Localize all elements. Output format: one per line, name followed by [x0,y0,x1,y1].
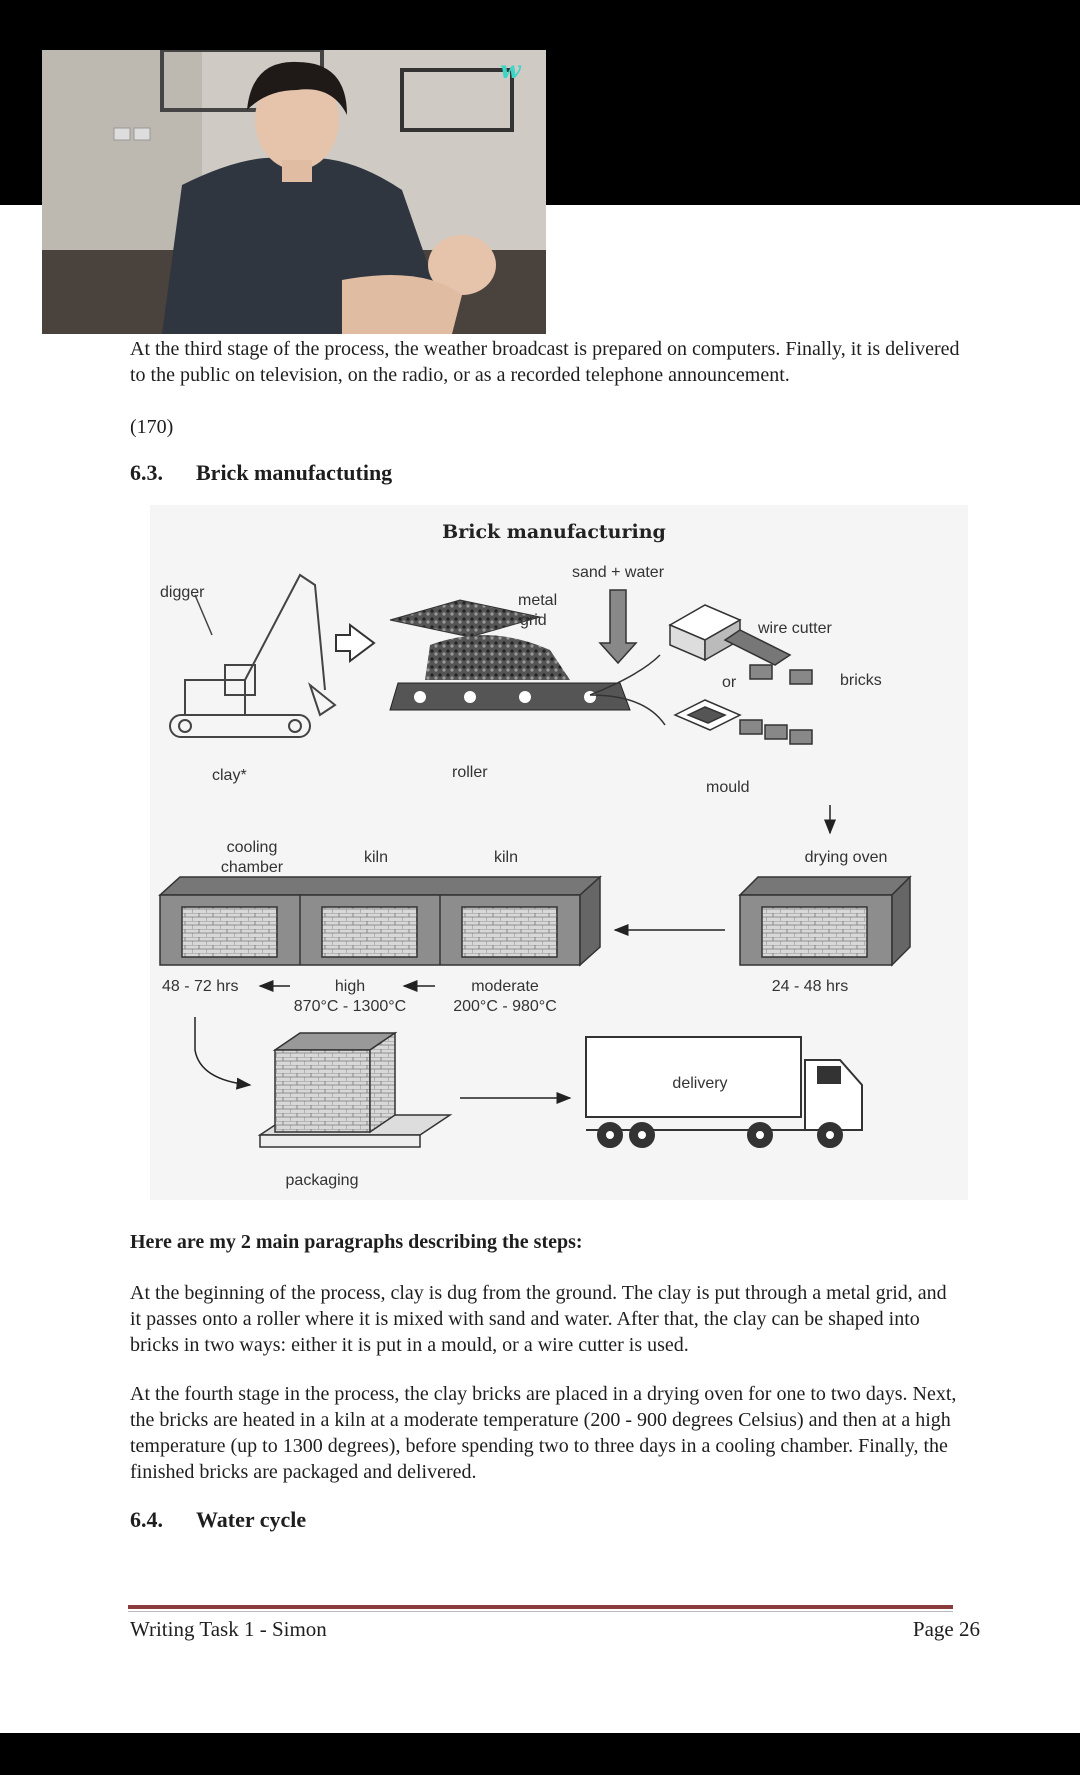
label-clay: clay* [212,767,247,784]
right-arrow-icon [336,625,374,661]
label-sand-water: sand + water [571,564,665,581]
label-cooling: cooling [226,839,278,856]
diagram-svg [150,505,968,1200]
label-chamber: chamber [220,859,284,876]
video-app-logo-icon [498,58,532,82]
label-packaging: packaging [285,1172,359,1189]
label-drying-hours: 24 - 48 hrs [771,978,849,995]
diagram-title: Brick manufacturing [442,521,666,543]
label-digger: digger [160,584,205,601]
bottom-black-bar [0,1733,1080,1775]
footer-title: Writing Task 1 - Simon [130,1617,327,1641]
wire-cutter-illustration [670,605,812,684]
video-frame [42,50,546,334]
kiln-chambers-illustration [160,877,600,965]
label-bricks: bricks [840,672,882,689]
label-metal: metal [518,592,558,609]
page-number: Page 26 [912,1617,980,1641]
label-wire-cutter: wire cutter [758,620,832,637]
packaging-pallet-illustration [260,1033,450,1147]
delivery-truck-illustration [586,1037,862,1147]
paragraph-2: At the fourth stage in the process, the clay bricks are placed in a drying oven for one to two days. Next, the bricks are heated in a kiln at a moderate temperature (200 - 900 degrees Celsius) and then at a high temperature (up to 1300 degrees), before spending two to three days in a cooling chamber. Finally, the finished bricks are packaged and delivered. [130,1383,957,1483]
brick-manufacturing-diagram [150,505,968,1200]
footer-rule-thin [128,1611,953,1612]
label-moderate-temp: 200°C - 980°C [453,998,557,1015]
section-title: Brick manufactuting [196,460,393,485]
label-or: or [722,674,737,691]
label-drying-oven: drying oven [804,849,888,866]
section-number: 6.3. [130,460,163,485]
section-number: 6.4. [130,1507,163,1532]
footer-rule [128,1605,953,1609]
label-roller: roller [452,764,488,781]
label-cooling-hours: 48 - 72 hrs [162,978,239,995]
label-kiln-2: kiln [493,849,519,866]
down-arrow-icon [600,590,636,663]
word-count: (170) [130,416,174,438]
label-moderate: moderate [471,978,539,995]
drying-oven-illustration [740,877,910,965]
label-grid: grid [520,612,547,629]
video-overlay[interactable] [42,50,546,334]
intro-paragraph: At the third stage of the process, the weather broadcast is prepared on computers. Finally, it is delivered to the public on television, on the radio, or as a recorded telephone announcement. [130,338,960,386]
mould-illustration [675,700,812,744]
arrow-to-packaging [195,1017,250,1085]
section-heading-6-3 [130,460,392,486]
svg-text:w: w [500,58,521,82]
paragraph-1: At the beginning of the process, clay is dug from the ground. The clay is put through a metal grid, and it passes onto a roller where it is mixed with sand and water. After that, the clay can be shaped into bricks in two ways: either it is put in a mould, or a wire cutter is used. [130,1282,947,1356]
label-mould: mould [706,779,750,796]
label-kiln-1: kiln [363,849,389,866]
label-high: high [334,978,366,995]
section-heading-6-4 [130,1507,306,1533]
label-delivery: delivery [672,1075,728,1092]
paragraphs-heading: Here are my 2 main paragraphs describing the steps: [130,1231,583,1253]
section-title: Water cycle [196,1507,307,1532]
label-high-temp: 870°C - 1300°C [293,998,407,1015]
